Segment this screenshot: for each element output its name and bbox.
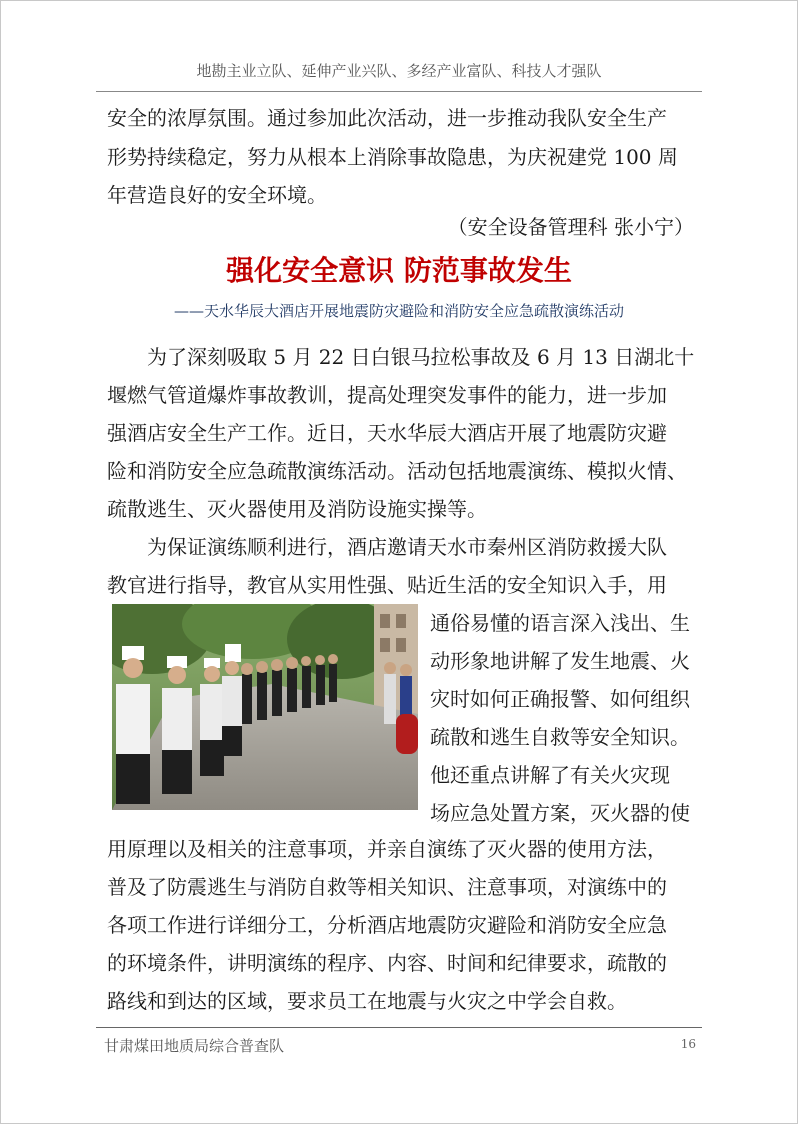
body-line: 堰燃气管道爆炸事故教训，提高处理突发事件的能力，进一步加 — [107, 383, 667, 407]
header-rule — [96, 91, 702, 92]
footer-rule — [96, 1027, 702, 1028]
prev-article-line: 安全的浓厚氛围。通过参加此次活动，进一步推动我队安全生产 — [107, 106, 667, 130]
drill-photo — [112, 604, 418, 810]
body-line: 教官进行指导，教官从实用性强、贴近生活的安全知识入手，用 — [107, 573, 667, 597]
body-line: 险和消防安全应急疏散演练活动。活动包括地震演练、模拟火情、 — [107, 459, 687, 483]
article-title: 强化安全意识 防范事故发生 — [226, 254, 572, 287]
wrap-line: 通俗易懂的语言深入浅出、生 — [430, 611, 690, 635]
body-line: 强酒店安全生产工作。近日，天水华辰大酒店开展了地震防灾避 — [107, 421, 667, 445]
footer-organization: 甘肃煤田地质局综合普查队 — [104, 1037, 285, 1055]
prev-article-line: 形势持续稳定，努力从根本上消除事故隐患，为庆祝建党 100 周 — [107, 145, 678, 169]
wrap-line: 他还重点讲解了有关火灾现 — [430, 763, 670, 787]
wrap-line: 动形象地讲解了发生地震、火 — [430, 649, 690, 673]
wrap-line: 疏散和逃生自救等安全知识。 — [430, 725, 690, 749]
body-line: 疏散逃生、灭火器使用及消防设施实操等。 — [107, 497, 487, 521]
body-line: 用原理以及相关的注意事项，并亲自演练了灭火器的使用方法， — [107, 837, 667, 861]
wrap-line: 灾时如何正确报警、如何组织 — [430, 687, 690, 711]
article-subtitle: ——天水华辰大酒店开展地震防灾避险和消防安全应急疏散演练活动 — [173, 302, 624, 320]
running-header: 地勘主业立队、延伸产业兴队、多经产业富队、科技人才强队 — [196, 62, 602, 80]
body-line: 为保证演练顺利进行，酒店邀请天水市秦州区消防救援大队 — [107, 535, 667, 559]
body-line: 各项工作进行详细分工，分析酒店地震防灾避险和消防安全应急 — [107, 913, 667, 937]
body-line: 路线和到达的区域，要求员工在地震与火灾之中学会自救。 — [107, 989, 627, 1013]
body-line: 的环境条件，讲明演练的程序、内容、时间和纪律要求，疏散的 — [107, 951, 667, 975]
page-number: 16 — [680, 1037, 696, 1051]
prev-article-line: 年营造良好的安全环境。 — [107, 183, 327, 207]
body-line: 普及了防震逃生与消防自救等相关知识、注意事项，对演练中的 — [107, 875, 667, 899]
prev-article-credit: （安全设备管理科 张小宁） — [447, 215, 694, 239]
wrap-line: 场应急处置方案，灭火器的使 — [430, 801, 690, 825]
body-line: 为了深刻吸取 5 月 22 日白银马拉松事故及 6 月 13 日湖北十 — [107, 345, 695, 369]
